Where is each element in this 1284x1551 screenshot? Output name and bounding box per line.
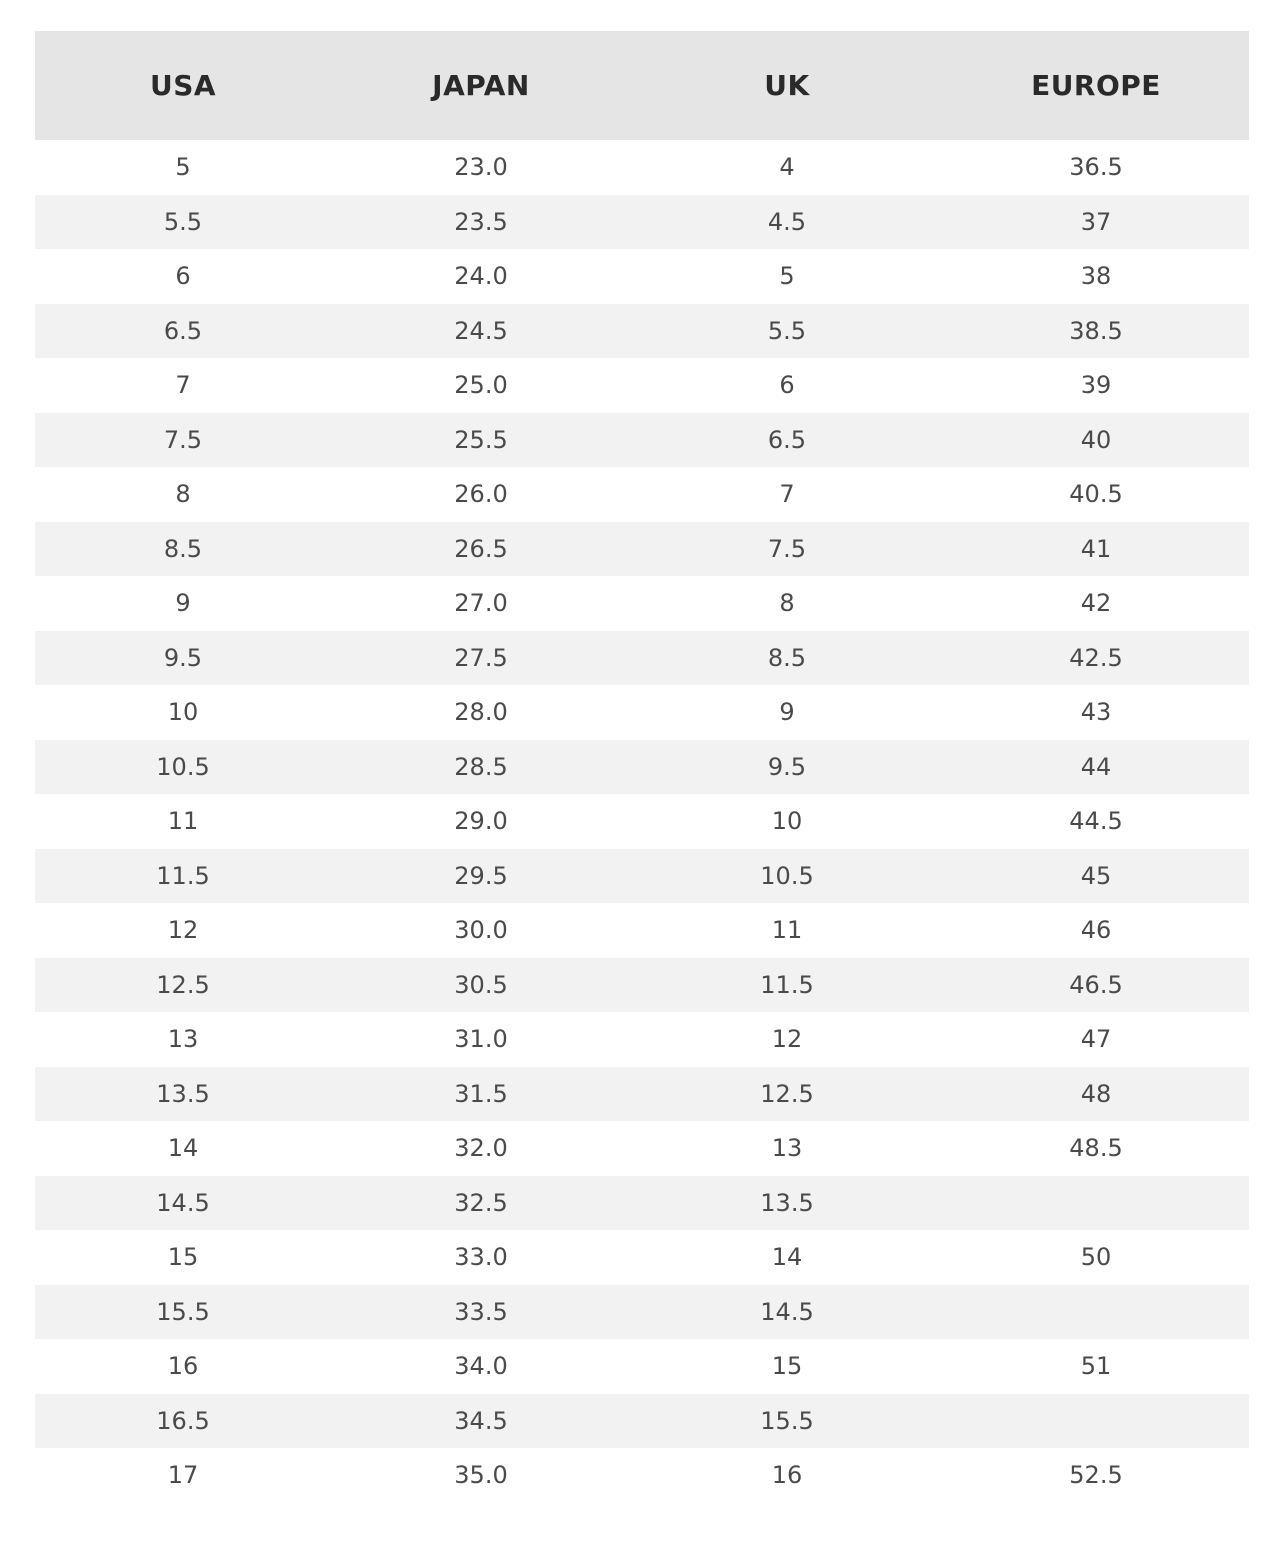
cell-uk: 12 xyxy=(771,1025,803,1054)
cell-japan: 23.5 xyxy=(454,207,508,236)
cell-uk: 4.5 xyxy=(767,207,807,236)
cell-japan: 27.5 xyxy=(454,643,508,672)
cell-japan: 31.5 xyxy=(454,1079,508,1108)
cell-japan: 35.0 xyxy=(454,1461,508,1490)
table-row xyxy=(35,1121,1249,1176)
cell-japan: 34.0 xyxy=(454,1352,508,1381)
table-row xyxy=(35,467,1249,522)
cell-europe: 37 xyxy=(1080,207,1112,236)
table-header-row xyxy=(35,31,1249,140)
cell-uk: 6 xyxy=(779,371,795,400)
cell-uk: 5 xyxy=(779,262,795,291)
table-row xyxy=(35,1012,1249,1067)
cell-uk: 4 xyxy=(779,153,795,182)
cell-japan: 32.5 xyxy=(454,1188,508,1217)
cell-japan: 29.0 xyxy=(454,807,508,836)
cell-usa: 14.5 xyxy=(156,1188,210,1217)
cell-europe: 47 xyxy=(1080,1025,1112,1054)
cell-japan: 27.0 xyxy=(454,589,508,618)
cell-japan: 32.0 xyxy=(454,1134,508,1163)
cell-usa: 15 xyxy=(167,1243,199,1272)
cell-uk: 14 xyxy=(771,1243,803,1272)
column-header-europe: EUROPE xyxy=(1031,69,1161,102)
cell-usa: 12.5 xyxy=(156,970,210,999)
cell-usa: 10.5 xyxy=(156,752,210,781)
cell-uk: 16 xyxy=(771,1461,803,1490)
table-row xyxy=(35,413,1249,468)
cell-uk: 8 xyxy=(779,589,795,618)
cell-usa: 13 xyxy=(167,1025,199,1054)
cell-uk: 13 xyxy=(771,1134,803,1163)
cell-europe: 45 xyxy=(1080,861,1112,890)
table-row xyxy=(35,1067,1249,1122)
cell-usa: 16.5 xyxy=(156,1406,210,1435)
cell-usa: 12 xyxy=(167,916,199,945)
cell-europe: 42.5 xyxy=(1069,643,1123,672)
cell-usa: 8.5 xyxy=(163,534,203,563)
cell-japan: 28.5 xyxy=(454,752,508,781)
cell-japan: 24.0 xyxy=(454,262,508,291)
table-row xyxy=(35,685,1249,740)
cell-usa: 8 xyxy=(175,480,191,509)
table-body xyxy=(35,140,1249,1503)
cell-europe: 41 xyxy=(1080,534,1112,563)
cell-europe: 43 xyxy=(1080,698,1112,727)
cell-uk: 8.5 xyxy=(767,643,807,672)
table-row xyxy=(35,522,1249,577)
cell-europe: 38.5 xyxy=(1069,316,1123,345)
cell-usa: 14 xyxy=(167,1134,199,1163)
cell-usa: 7 xyxy=(175,371,191,400)
cell-usa: 11.5 xyxy=(156,861,210,890)
cell-europe: 42 xyxy=(1080,589,1112,618)
table-row xyxy=(35,1394,1249,1449)
cell-japan: 26.5 xyxy=(454,534,508,563)
cell-japan: 28.0 xyxy=(454,698,508,727)
cell-uk: 7 xyxy=(779,480,795,509)
cell-uk: 6.5 xyxy=(767,425,807,454)
table-row xyxy=(35,903,1249,958)
cell-japan: 33.5 xyxy=(454,1297,508,1326)
table-row xyxy=(35,1176,1249,1231)
cell-uk: 12.5 xyxy=(760,1079,814,1108)
cell-uk: 11 xyxy=(771,916,803,945)
cell-uk: 7.5 xyxy=(767,534,807,563)
table-row xyxy=(35,195,1249,250)
cell-usa: 6 xyxy=(175,262,191,291)
cell-uk: 15 xyxy=(771,1352,803,1381)
cell-japan: 30.5 xyxy=(454,970,508,999)
column-header-uk: UK xyxy=(764,69,810,102)
cell-europe: 46.5 xyxy=(1069,970,1123,999)
cell-europe: 50 xyxy=(1080,1243,1112,1272)
cell-japan: 23.0 xyxy=(454,153,508,182)
cell-europe: 44.5 xyxy=(1069,807,1123,836)
cell-europe: 46 xyxy=(1080,916,1112,945)
table-row xyxy=(35,304,1249,359)
table-row xyxy=(35,249,1249,304)
cell-usa: 5 xyxy=(175,153,191,182)
cell-japan: 33.0 xyxy=(454,1243,508,1272)
cell-japan: 24.5 xyxy=(454,316,508,345)
cell-japan: 26.0 xyxy=(454,480,508,509)
cell-usa: 13.5 xyxy=(156,1079,210,1108)
cell-europe: 36.5 xyxy=(1069,153,1123,182)
table-row xyxy=(35,576,1249,631)
cell-usa: 9 xyxy=(175,589,191,618)
cell-europe: 48 xyxy=(1080,1079,1112,1108)
cell-usa: 10 xyxy=(167,698,199,727)
cell-usa: 17 xyxy=(167,1461,199,1490)
cell-usa: 9.5 xyxy=(163,643,203,672)
size-conversion-table xyxy=(35,31,1249,1503)
table-row xyxy=(35,849,1249,904)
cell-usa: 16 xyxy=(167,1352,199,1381)
cell-europe: 38 xyxy=(1080,262,1112,291)
cell-japan: 29.5 xyxy=(454,861,508,890)
cell-japan: 30.0 xyxy=(454,916,508,945)
cell-usa: 15.5 xyxy=(156,1297,210,1326)
cell-japan: 34.5 xyxy=(454,1406,508,1435)
cell-europe: 40 xyxy=(1080,425,1112,454)
cell-europe: 40.5 xyxy=(1069,480,1123,509)
cell-uk: 5.5 xyxy=(767,316,807,345)
cell-uk: 13.5 xyxy=(760,1188,814,1217)
cell-europe: 44 xyxy=(1080,752,1112,781)
cell-europe: 51 xyxy=(1080,1352,1112,1381)
cell-uk: 15.5 xyxy=(760,1406,814,1435)
cell-usa: 11 xyxy=(167,807,199,836)
cell-uk: 10 xyxy=(771,807,803,836)
cell-japan: 25.5 xyxy=(454,425,508,454)
table-row xyxy=(35,794,1249,849)
table-row xyxy=(35,631,1249,686)
table-row xyxy=(35,958,1249,1013)
cell-uk: 10.5 xyxy=(760,861,814,890)
cell-uk: 14.5 xyxy=(760,1297,814,1326)
table-row xyxy=(35,740,1249,795)
table-row xyxy=(35,1448,1249,1503)
cell-uk: 11.5 xyxy=(760,970,814,999)
table-row xyxy=(35,358,1249,413)
table-row xyxy=(35,140,1249,195)
cell-uk: 9.5 xyxy=(767,752,807,781)
cell-usa: 6.5 xyxy=(163,316,203,345)
cell-europe: 52.5 xyxy=(1069,1461,1123,1490)
column-header-japan: JAPAN xyxy=(432,69,530,102)
cell-japan: 31.0 xyxy=(454,1025,508,1054)
cell-japan: 25.0 xyxy=(454,371,508,400)
table-row xyxy=(35,1230,1249,1285)
cell-usa: 7.5 xyxy=(163,425,203,454)
cell-usa: 5.5 xyxy=(163,207,203,236)
table-row xyxy=(35,1339,1249,1394)
cell-europe: 48.5 xyxy=(1069,1134,1123,1163)
column-header-usa: USA xyxy=(149,69,217,102)
cell-europe: 39 xyxy=(1080,371,1112,400)
cell-uk: 9 xyxy=(779,698,795,727)
table-row xyxy=(35,1285,1249,1340)
